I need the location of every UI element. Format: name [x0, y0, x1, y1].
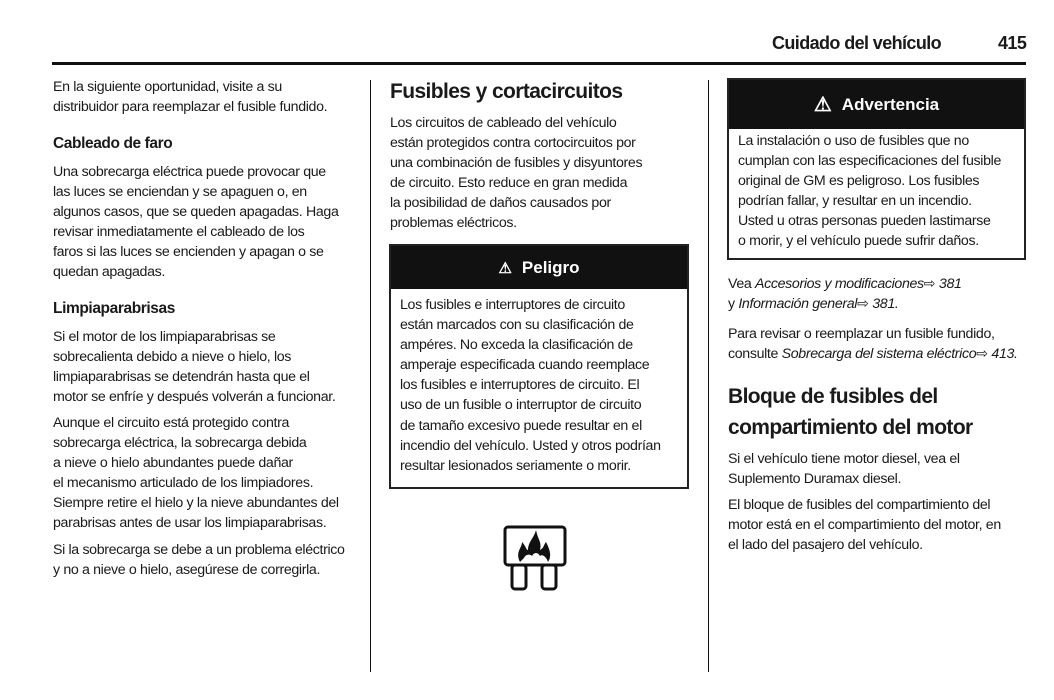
headlamp-heading: Cableado de faro	[53, 135, 173, 152]
fuse-block-location-text: El bloque de fusibles del compartimiento del motor está en el compartimiento del motor, en el lado del pasajero del vehículo.	[728, 497, 1001, 554]
section-title: Cuidado del vehículo	[772, 33, 942, 53]
warning-box	[727, 78, 1026, 260]
warning-title: Advertencia	[841, 94, 940, 114]
wiper-text-1: Si el motor de los limpiaparabrisas se sobrecalienta debido a nieve o hielo, los limpiaparabrisas se detendrán hasta que el motor se enfríe y después volverán a funcionar.	[53, 329, 336, 406]
danger-box	[389, 244, 689, 489]
page-number: 415	[998, 33, 1027, 53]
check-text: Para revisar o reemplazar un fusible fundido, consulte Sobrecarga del sistema eléctrico⇨ 413.	[728, 326, 1018, 363]
intro-text: En la siguiente oportunidad, visite a su distribuidor para reemplazar el fusible fundido.	[53, 79, 328, 116]
link-accessories[interactable]: Accesorios y modificaciones	[755, 276, 924, 292]
column-divider	[708, 80, 709, 672]
danger-header	[391, 246, 687, 289]
link-electrical-overload[interactable]: Sobrecarga del sistema eléctrico	[781, 346, 977, 363]
headlamp-text: Una sobrecarga eléctrica puede provocar que las luces se enciendan y se apaguen o, en algunos casos, que se queden apagadas. Haga revisar inmediatamente el cableado de los faros si las luces se encienden y apagan o se quedan apagadas.	[53, 164, 339, 281]
see-also-text: Vea Accesorios y modificaciones⇨ 381 y Información general⇨ 381.	[728, 276, 962, 313]
link-general-info[interactable]: Información general	[738, 296, 858, 313]
engine-fuse-block-heading: Bloque de fusibles del compartimiento del motor	[728, 385, 973, 439]
arrow-icon: ⇨	[976, 346, 988, 363]
warning-header	[729, 80, 1024, 129]
column-divider	[370, 80, 371, 672]
warning-triangle-icon: ⚠	[498, 259, 512, 277]
wiper-text-2: Aunque el circuito está protegido contra sobrecarga eléctrica, la sobrecarga debida a nieve o hielo abundantes puede dañar el mecanismo articulado de los limpiadores. Siempre retire el hielo y la nieve abundantes del parabrisas antes de usar los limpiaparabrisas.	[53, 415, 339, 532]
warning-text: La instalación o uso de fusibles que no cumplan con las especificaciones del fusible original de GM es peligroso. Los fusibles podrían fallar, y resultar en un incendio. Usted u otras personas pueden lastimarse o morir, y el vehículo puede sufrir daños.	[738, 133, 1001, 250]
arrow-icon: ⇨	[857, 296, 869, 313]
danger-text: Los fusibles e interruptores de circuito están marcados con su clasificación de ampéres. No exceda la clasificación de amperaje especificada cuando reemplace los fusibles e interruptores de circuito. El uso de un fusible o interruptor de circuito de tamaño excesivo puede resultar en el incendio del vehículo. Usted y otros podrían resultar lesionados seriamente o morir.	[400, 297, 661, 474]
wiper-heading: Limpiaparabrisas	[53, 300, 175, 317]
fuses-heading: Fusibles y cortacircuitos	[390, 80, 623, 103]
wiper-text-3: Si la sobrecarga se debe a un problema eléctrico y no a nieve o hielo, asegúrese de corregirla.	[53, 542, 345, 579]
header-rule	[52, 62, 1026, 65]
arrow-icon: ⇨	[923, 276, 936, 292]
fuses-text: Los circuitos de cableado del vehículo están protegidos contra cortocircuitos por una combinación de fusibles y disyuntores de circuito. Esto reduce en gran medida la posibilidad de daños causados por problemas eléctricos.	[390, 115, 643, 232]
diesel-text: Si el vehículo tiene motor diesel, vea el Suplemento Duramax diesel.	[728, 451, 960, 488]
danger-title: Peligro	[521, 257, 580, 277]
warning-triangle-icon: ⚠	[813, 94, 832, 116]
fuse-fire-icon	[500, 522, 570, 592]
